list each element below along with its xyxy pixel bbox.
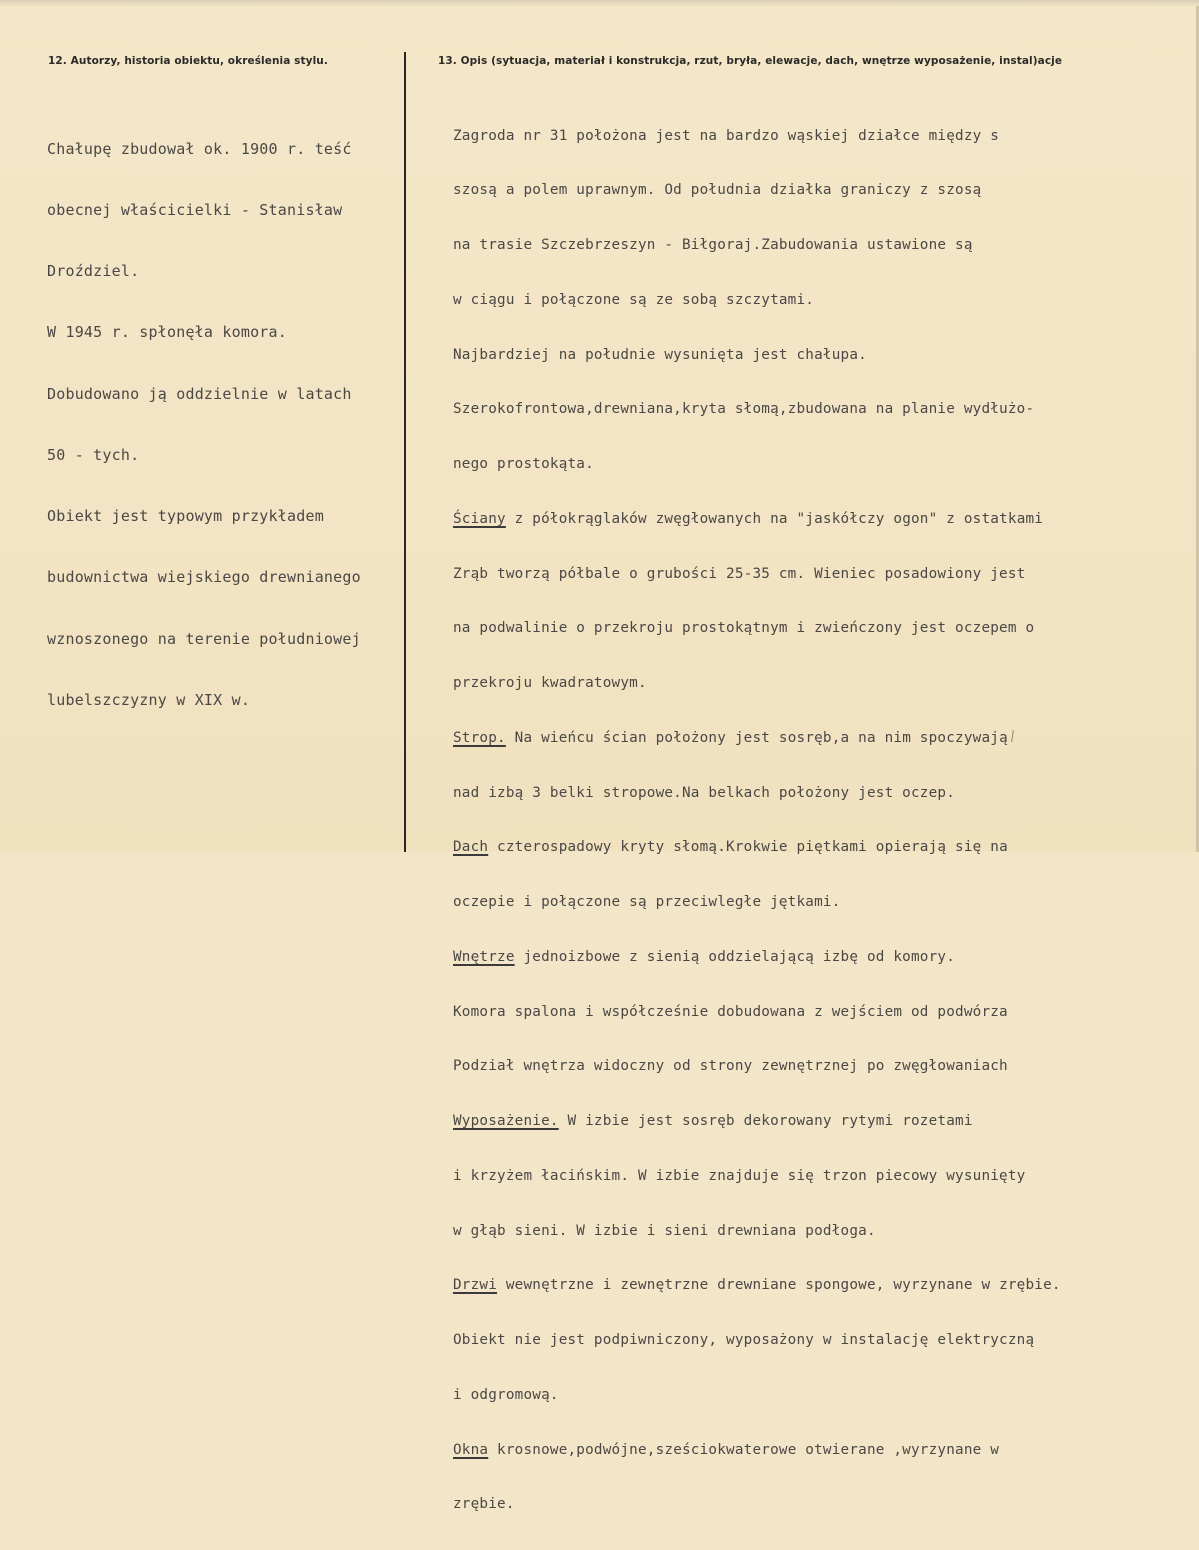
column-divider xyxy=(404,52,406,852)
text-line: 50 - tych. xyxy=(47,445,140,464)
text-line: Droździel. xyxy=(47,262,140,281)
text-line xyxy=(453,1495,1061,1513)
line-text: i odgromową. xyxy=(453,1386,559,1403)
text-line xyxy=(453,181,1061,199)
text-line xyxy=(453,565,1061,583)
line-text: z półokrąglaków zwęgłowanych na "jaskółczy ogon" z ostatkami xyxy=(505,510,1044,527)
line-text: Szerokofrontowa,drewniana,kryta słomą,zbudowana na planie wydłużo- xyxy=(453,401,1035,418)
text-line: wznoszonego na terenie południowej xyxy=(47,629,361,648)
text-line xyxy=(453,893,1061,911)
text-line xyxy=(453,236,1061,254)
text-line xyxy=(453,1167,1061,1185)
text-line: W 1945 r. spłonęła komora. xyxy=(47,323,287,342)
line-text: na trasie Szczebrzeszyn - Biłgoraj.Zabudowania ustawione są xyxy=(453,237,973,253)
line-text: nego prostokąta. xyxy=(453,456,594,472)
line-text: czterospadowy kryty słomą.Krokwie piętkami opierają się na xyxy=(488,839,1008,856)
line-text: Komora spalona i współcześnie dobudowana z wejściem od podwórza xyxy=(453,1003,1008,1020)
right-section-header: 13. Opis (sytuacja, materiał i konstrukcja, rzut, bryła, elewacje, dach, wnętrze wyposażenie, instal)acje xyxy=(438,55,1063,67)
line-text: na podwalinie o przekroju prostokątnym i zwieńczony jest oczepem o xyxy=(453,620,1035,637)
line-text: Najbardziej na południe wysunięta jest chałupa. xyxy=(453,346,867,363)
text-line xyxy=(453,400,1061,418)
text-line xyxy=(453,619,1061,637)
text-line: Chałupę zbudował ok. 1900 r. teść xyxy=(47,139,352,158)
text-line xyxy=(453,1003,1061,1021)
text-line xyxy=(453,1331,1061,1349)
line-text: Zrąb tworzą półbale o grubości 25-35 cm. Wieniec posadowiony jest xyxy=(453,565,1026,582)
text-line: lubelszczyzny w XIX w. xyxy=(47,690,251,709)
text-line xyxy=(453,346,1061,364)
line-text: w głąb sieni. W izbie i sieni drewniana podłoga. xyxy=(453,1222,876,1239)
text-line: budownictwa wiejskiego drewnianego xyxy=(47,568,361,587)
underlined-keyword: Dach xyxy=(453,839,489,856)
text-line xyxy=(453,1222,1061,1240)
right-column-text xyxy=(453,90,1061,1550)
text-line xyxy=(453,1386,1061,1404)
line-text: Obiekt nie jest podpiwniczony, wyposażony w instalację elektryczną xyxy=(453,1332,1035,1348)
text-line xyxy=(453,784,1061,802)
line-text: W izbie jest sosręb dekorowany rytymi rozetami xyxy=(558,1113,973,1129)
text-line: obecnej właścicielki - Stanisław xyxy=(47,201,343,220)
left-section-header: 12. Autorzy, historia obiektu, określenia stylu. xyxy=(48,55,328,67)
text-line xyxy=(453,1276,1061,1294)
text-line: Obiekt jest typowym przykładem xyxy=(47,507,324,526)
line-text: jednoizbowe z sienią oddzielającą izbę od komory. xyxy=(514,948,956,965)
text-line xyxy=(453,1112,1061,1130)
line-text: Zagroda nr 31 położona jest na bardzo wąskiej działce między s xyxy=(453,127,1000,144)
line-text: nad izbą 3 belki stropowe.Na belkach położony jest oczep. xyxy=(453,784,956,801)
text-line xyxy=(453,291,1061,309)
text-line xyxy=(453,729,1061,747)
line-text: Podział wnętrza widoczny od strony zewnętrznej po zwęgłowaniach xyxy=(453,1058,1008,1075)
underlined-keyword: Ściany xyxy=(453,510,506,527)
underlined-keyword: Drzwi xyxy=(453,1277,498,1294)
text-line xyxy=(453,948,1061,966)
underlined-keyword: Strop. xyxy=(453,729,506,746)
line-text: oczepie i połączone są przeciwległe jętkami. xyxy=(453,894,841,910)
line-text: zrębie. xyxy=(453,1496,515,1513)
text-line xyxy=(453,1057,1061,1075)
text-line xyxy=(453,127,1061,145)
line-text: wewnętrzne i zewnętrzne drewniane spongowe, wyrzynane w zrębie. xyxy=(497,1277,1061,1294)
line-text: przekroju kwadratowym. xyxy=(453,675,647,691)
underlined-keyword: Wyposażenie. xyxy=(453,1113,559,1129)
underlined-keyword: Wnętrze xyxy=(453,948,515,965)
line-text: w ciągu i połączone są ze sobą szczytami. xyxy=(453,291,815,308)
text-line xyxy=(453,455,1061,473)
line-text: i krzyżem łacińskim. W izbie znajduje się trzon piecowy wysunięty xyxy=(453,1167,1026,1184)
line-text: szosą a polem uprawnym. Od południa działka graniczy z szosą xyxy=(453,182,982,199)
left-column-text xyxy=(47,98,361,751)
text-line xyxy=(453,1441,1061,1459)
text-line: Dobudowano ją oddzielnie w latach xyxy=(47,384,352,403)
line-text: krosnowe,podwójne,sześciokwaterowe otwierane ,wyrzynane w xyxy=(488,1441,1000,1458)
line-text: Na wieńcu ścian położony jest sosręb,a na nim spoczywają xyxy=(505,729,1008,746)
page-top-edge xyxy=(0,0,1199,6)
text-line xyxy=(453,674,1061,692)
underlined-keyword: Okna xyxy=(453,1441,489,1458)
text-line xyxy=(453,510,1061,528)
text-line xyxy=(453,838,1061,856)
